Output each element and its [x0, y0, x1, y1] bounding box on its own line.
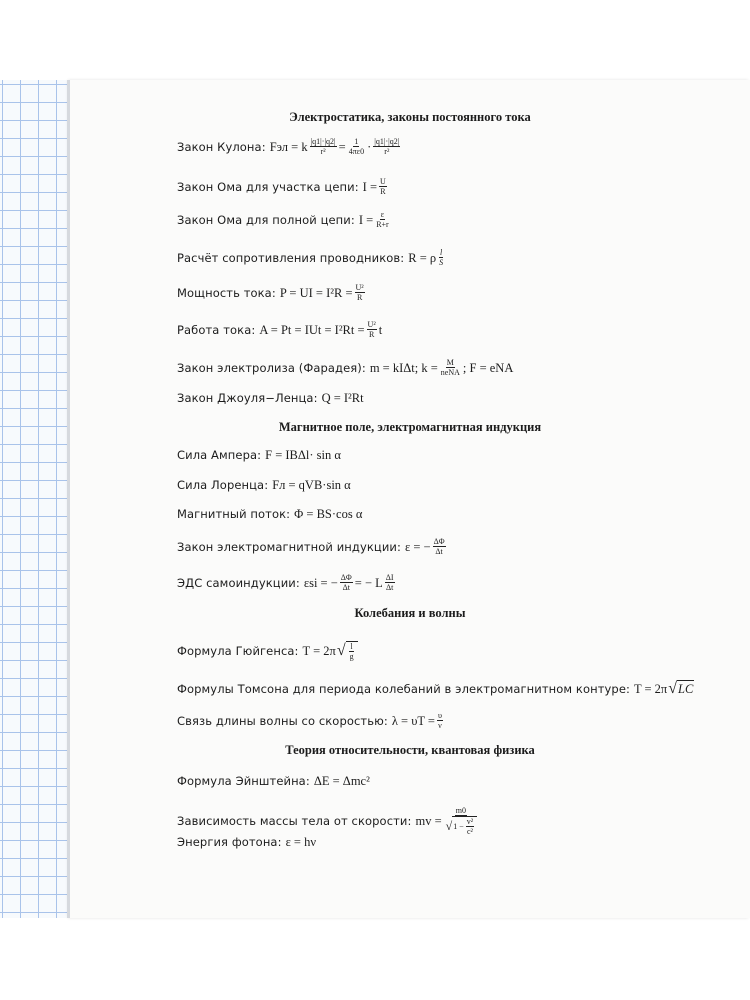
expression-text: t	[378, 322, 383, 337]
formula-wavelength	[177, 711, 445, 730]
formula-expression	[359, 210, 392, 229]
numerator: l	[350, 642, 353, 651]
formula-expression	[392, 711, 445, 730]
denominator: c²	[466, 827, 473, 836]
formula-huygens	[177, 641, 358, 661]
expression-text: = − L	[354, 575, 383, 590]
fraction	[385, 573, 395, 592]
expression-text: T = 2π	[302, 644, 336, 658]
formula-expression: Fл = qVB·sin α	[272, 478, 351, 492]
fraction	[438, 248, 444, 267]
formula-label: Закон электролиза (Фарадея):	[177, 360, 366, 375]
fraction	[440, 358, 461, 377]
formula-expression: F = IBΔl· sin α	[265, 448, 341, 462]
formula-thomson	[177, 680, 694, 697]
fraction	[373, 137, 400, 156]
formula-expression: ε = hν	[285, 835, 317, 849]
denominator: Δt	[435, 547, 443, 556]
denominator	[444, 816, 479, 836]
numerator: |q1|·|q2|	[310, 137, 336, 146]
denominator: g	[349, 652, 354, 661]
formula-label: Магнитный поток:	[177, 507, 291, 521]
denominator: R	[356, 293, 363, 302]
expression-text: Fэл = k	[269, 139, 308, 154]
formula-expression	[259, 320, 382, 339]
denominator: r²	[384, 147, 390, 156]
numerator: M	[446, 358, 454, 367]
fraction	[375, 210, 390, 229]
denominator: 4πε0	[348, 147, 365, 156]
formula-label: Работа тока:	[177, 322, 256, 337]
expression-text: T = 2π	[633, 681, 668, 696]
denominator: ν	[438, 721, 442, 730]
formula-ohm-full	[177, 210, 392, 229]
numerator: ΔΦ	[433, 537, 445, 546]
expression-text: 1 −	[453, 822, 464, 831]
expression-text: ·	[367, 139, 372, 154]
expression-text: I =	[362, 179, 378, 194]
expression-text: R = ρ	[408, 250, 437, 265]
formula-expression	[303, 641, 358, 661]
formula-label: Зависимость массы тела от скорости:	[177, 814, 412, 828]
numerator: ΔI	[385, 573, 394, 582]
formula-label: Формула Гюйгенса:	[177, 644, 299, 658]
square-root: √ $\frac{l}{g}$	[337, 641, 358, 661]
fraction	[349, 642, 355, 661]
formula-label: Формула Эйнштейна:	[177, 774, 310, 788]
expression-text: A = Pt = IUt = I²Rt =	[259, 322, 365, 337]
square-root: √ LC	[668, 679, 694, 697]
expression-text: =	[338, 139, 346, 154]
numerator: |q1|·|q2|	[374, 137, 400, 146]
formula-work	[177, 320, 382, 339]
expression-text: ; F = eNA	[462, 360, 514, 375]
denominator: R	[380, 187, 386, 196]
formula-photon-energy	[177, 834, 316, 850]
formula-einstein	[177, 773, 370, 789]
formula-label: ЭДС самоиндукции:	[177, 575, 300, 590]
graph-paper-margin	[0, 80, 70, 918]
formula-joule-lenz	[177, 390, 364, 406]
formula-label: Связь длины волны со скоростью:	[177, 713, 388, 728]
numerator: v²	[466, 817, 474, 826]
formula-expression	[370, 358, 514, 377]
page-binding-edge	[67, 80, 70, 918]
formula-label: Сила Ампера:	[177, 448, 262, 462]
formula-label: Энергия фотона:	[177, 835, 282, 849]
formula-induction	[177, 537, 448, 556]
numerator: ΔΦ	[340, 573, 352, 582]
expression-text: P = UI = I²R =	[279, 285, 353, 300]
section-header-magnetism: Магнитное поле, электромагнитная индукция	[278, 420, 542, 434]
formula-label: Мощность тока:	[177, 285, 276, 300]
formula-faraday	[177, 358, 513, 377]
formula-label: Закон электромагнитной индукции:	[177, 539, 401, 554]
formula-label: Сила Лоренца:	[177, 478, 269, 492]
section-header-relativity: Теория относительности, квантовая физика	[285, 743, 535, 757]
expression-text: λ = υT =	[391, 713, 435, 728]
section-header-electrostatics: Электростатика, законы постоянного тока	[289, 110, 531, 124]
denominator: R	[368, 330, 375, 339]
fraction	[444, 806, 479, 836]
expression-text: ε = −	[404, 539, 431, 554]
formula-ohm-section	[177, 177, 389, 196]
fraction	[433, 537, 446, 556]
numerator: υ	[437, 711, 442, 720]
formula-self-induction	[177, 573, 397, 592]
radicand: LC	[678, 682, 694, 696]
expression-text: I =	[358, 212, 374, 227]
formula-ampere	[177, 447, 341, 463]
formula-expression: Φ = BS·cos α	[294, 507, 363, 521]
denominator: r²	[320, 147, 326, 156]
formula-expression	[280, 283, 367, 302]
expression-text: m = kIΔt; k =	[369, 360, 438, 375]
fraction	[367, 320, 377, 339]
square-root: √ 1 − $\frac{\text{v²}}{\text{c²}}$	[446, 816, 478, 836]
numerator: l	[439, 248, 443, 257]
formula-expression	[408, 248, 446, 267]
formula-expression	[415, 806, 480, 836]
formula-coulomb	[177, 137, 402, 156]
formula-expression	[405, 537, 448, 556]
fraction	[466, 817, 474, 836]
numerator: U	[380, 177, 386, 186]
formula-label: Закон Джоуля−Ленца:	[177, 391, 318, 405]
formula-label: Закон Кулона:	[177, 139, 266, 154]
formula-expression: Q = I²Rt	[321, 391, 364, 405]
formula-sheet	[70, 80, 750, 918]
denominator: neNA	[440, 368, 460, 377]
denominator: S	[439, 258, 444, 267]
formula-label: Формулы Томсона для периода колебаний в электромагнитном контуре:	[177, 681, 630, 696]
formula-lorentz	[177, 477, 351, 493]
fraction	[379, 177, 387, 196]
fraction	[355, 283, 365, 302]
denominator: R+r	[376, 220, 389, 229]
formula-expression	[634, 680, 694, 697]
expression-text: mv =	[415, 814, 442, 828]
formula-label: Закон Ома для участка цепи:	[177, 179, 359, 194]
numerator: U²	[355, 283, 364, 292]
fraction	[310, 137, 337, 156]
numerator: U²	[367, 320, 376, 329]
fraction	[437, 711, 443, 730]
formula-expression	[363, 177, 389, 196]
formula-power	[177, 283, 367, 302]
formula-magnetic-flux	[177, 506, 362, 522]
denominator: Δt	[342, 583, 350, 592]
section-header-oscillations: Колебания и волны	[354, 606, 466, 620]
formula-label: Расчёт сопротивления проводников:	[177, 250, 405, 265]
formula-expression: ΔE = Δmc²	[313, 774, 370, 788]
formula-expression	[304, 573, 397, 592]
fraction	[340, 573, 353, 592]
expression-text: εsi = −	[303, 575, 338, 590]
denominator: Δt	[385, 583, 394, 592]
numerator: m0	[455, 806, 466, 815]
formula-label: Закон Ома для полной цепи:	[177, 212, 355, 227]
fraction	[348, 137, 365, 156]
formula-resistance	[177, 248, 446, 267]
formula-expression	[270, 137, 403, 156]
numerator: ε	[380, 210, 385, 219]
numerator: 1	[354, 137, 359, 146]
formula-relativistic-mass	[177, 806, 480, 836]
